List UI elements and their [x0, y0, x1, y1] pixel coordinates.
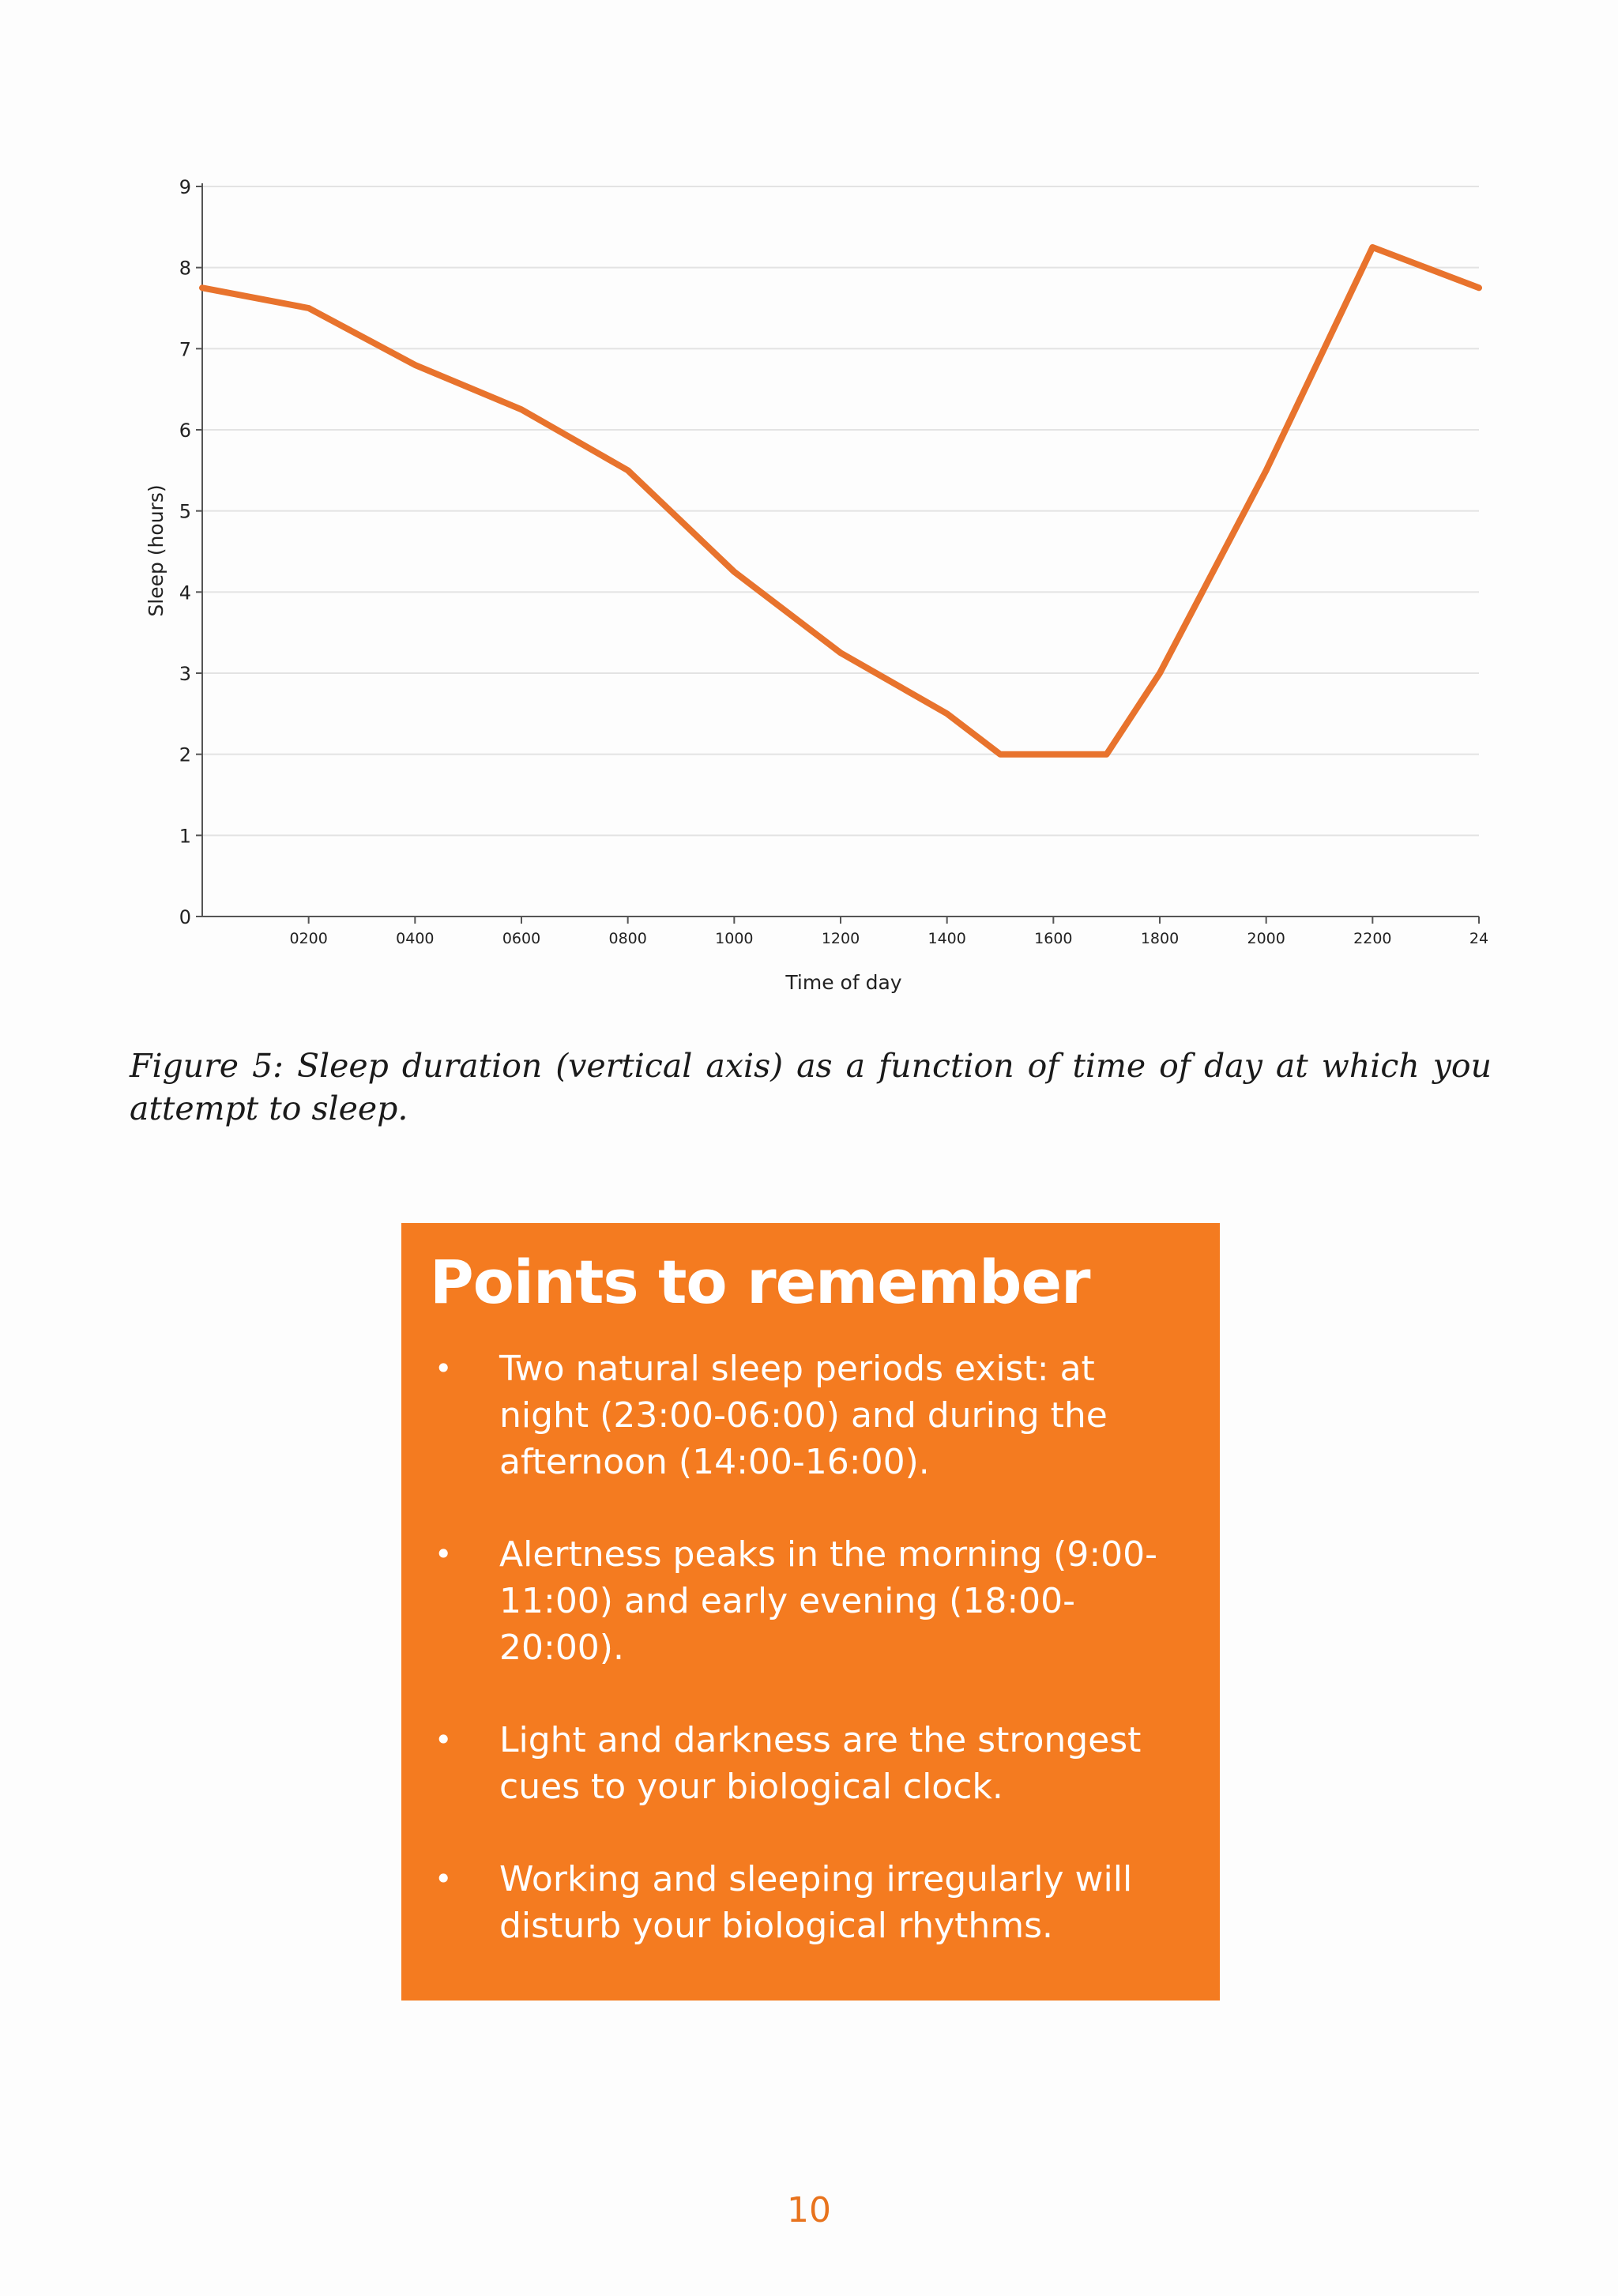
y-tick-label: 0	[179, 906, 191, 928]
sleep-duration-line	[202, 247, 1479, 755]
x-tick-label: 0400	[396, 930, 435, 947]
points-to-remember-box	[401, 1223, 1220, 2001]
points-list	[430, 1346, 1191, 1949]
x-tick-label: 1600	[1034, 930, 1073, 947]
chart-series	[202, 247, 1479, 755]
list-item	[430, 1856, 1191, 1949]
list-item-text: Light and darkness are the strongest cues to your biological clock.	[499, 1720, 1142, 1807]
bullet-icon: •	[435, 1861, 453, 1896]
x-tick-label: 1400	[928, 930, 966, 947]
y-tick-label: 3	[179, 663, 191, 685]
x-tick-label: 2200	[1353, 930, 1392, 947]
figure-caption: Figure 5: Sleep duration (vertical axis) as a function of time of day at which you attempt to sleep.	[130, 1047, 1492, 1127]
box-title: Points to remember	[430, 1247, 1090, 1317]
x-axis-ticks	[289, 917, 1488, 947]
x-tick-label: 1800	[1140, 930, 1180, 947]
list-item	[430, 1531, 1191, 1671]
y-tick-label: 4	[179, 582, 191, 604]
page-number: 10	[787, 2190, 831, 2230]
x-tick-label: 1200	[821, 930, 860, 947]
list-item-text: Two natural sleep periods exist: at night (23:00-06:00) and during the afternoon (14:00-16:00).	[499, 1349, 1108, 1482]
x-tick-label: 0600	[502, 930, 541, 947]
y-axis-ticks	[179, 176, 202, 928]
list-item	[430, 1717, 1191, 1810]
y-axis-label: Sleep (hours)	[145, 484, 167, 617]
y-tick-label: 2	[179, 743, 191, 766]
x-tick-label: 2000	[1247, 930, 1285, 947]
bullet-icon: •	[435, 1722, 453, 1757]
bullet-icon: •	[435, 1351, 453, 1386]
chart-gridlines	[202, 186, 1479, 835]
y-tick-label: 1	[179, 825, 191, 848]
sleep-duration-chart	[0, 0, 1618, 1011]
x-tick-label: 0200	[289, 930, 328, 947]
list-item-text: Working and sleeping irregularly will disturb your biological rhythms.	[499, 1859, 1133, 1946]
bullet-icon: •	[435, 1537, 453, 1571]
list-item	[430, 1346, 1191, 1485]
x-axis-label: Time of day	[785, 971, 902, 994]
y-tick-label: 7	[179, 338, 191, 361]
list-item-text: Alertness peaks in the morning (9:00-11:00) and early evening (18:00-20:00).	[499, 1534, 1158, 1668]
y-tick-label: 6	[179, 420, 191, 442]
y-tick-label: 8	[179, 257, 191, 280]
y-tick-label: 5	[179, 500, 191, 523]
x-tick-label: 1000	[715, 930, 754, 947]
chart-axes	[202, 183, 1479, 917]
y-tick-label: 9	[179, 176, 191, 198]
x-tick-label: 0800	[608, 930, 647, 947]
x-tick-label: 24	[1469, 930, 1489, 947]
